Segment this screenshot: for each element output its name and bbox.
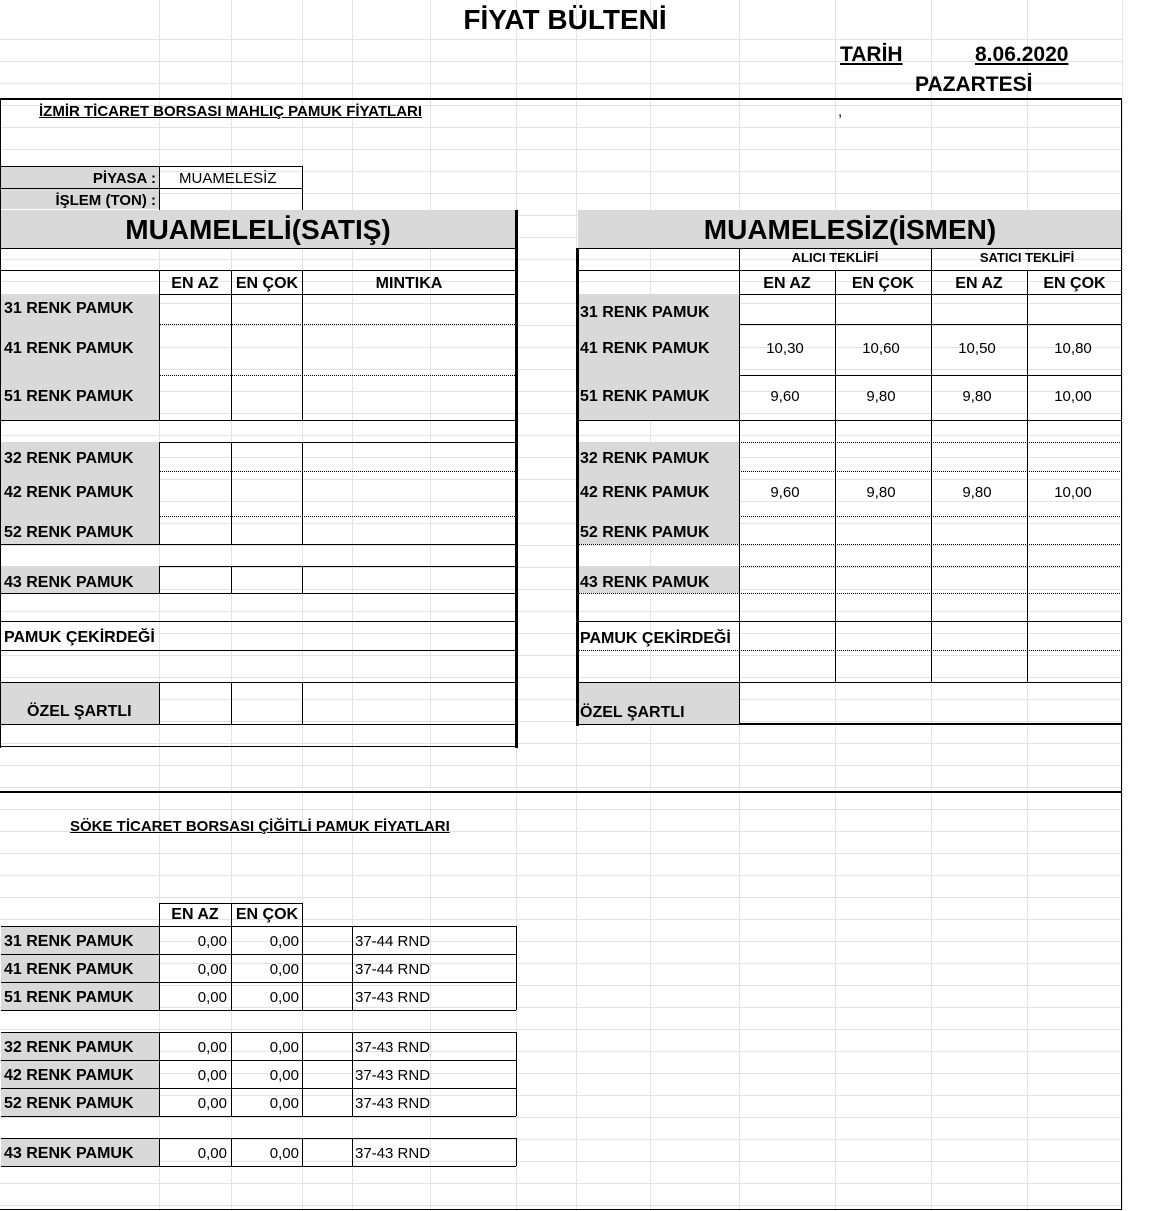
- soke-header-v2: [231, 903, 232, 926]
- soke-col-en-cok: EN ÇOK: [235, 906, 299, 923]
- left-row-border: [1, 746, 515, 747]
- muameleli-row-label: PAMUK ÇEKİRDEĞİ: [4, 629, 155, 646]
- soke-row-label: 32 RENK PAMUK: [4, 1039, 134, 1056]
- satici-col-en-cok: EN ÇOK: [1043, 275, 1106, 292]
- muamelesiz-row-label: ÖZEL ŞARTLI: [580, 704, 685, 721]
- muamelesiz-price-cell: 9,80: [962, 484, 992, 501]
- soke-col-border: [352, 1032, 353, 1116]
- page-title: FİYAT BÜLTENİ: [463, 4, 667, 35]
- muameleli-row-label: ÖZEL ŞARTLI: [27, 703, 132, 720]
- muameleli-title: MUAMELELİ(SATIŞ): [125, 214, 391, 245]
- left-col-border: [159, 442, 160, 544]
- soke-en-az-cell: 0,00: [197, 1145, 227, 1162]
- right-row-border: [578, 270, 1122, 271]
- soke-col-border: [159, 926, 160, 1010]
- muamelesiz-row-label: 42 RENK PAMUK: [580, 484, 710, 501]
- piyasa-border-top: [1, 166, 302, 167]
- soke-en-az-cell: 0,00: [197, 1095, 227, 1112]
- soke-note-cell: 37-43 RND: [355, 1039, 431, 1056]
- page-right-border: [1121, 98, 1122, 1210]
- soke-col-border: [516, 1138, 517, 1166]
- right-row-border: [578, 248, 1122, 249]
- left-col-border: [302, 566, 303, 593]
- right-row-border: [578, 420, 1122, 421]
- soke-header-v1: [159, 903, 160, 926]
- soke-row-border: [1, 1010, 516, 1011]
- soke-note-cell: 37-43 RND: [355, 1095, 431, 1112]
- soke-en-cok-cell: 0,00: [269, 1067, 299, 1084]
- soke-col-border: [231, 1032, 232, 1116]
- left-col-border: [302, 270, 303, 420]
- soke-en-az-cell: 0,00: [197, 989, 227, 1006]
- soke-en-az-cell: 0,00: [197, 1039, 227, 1056]
- alici-col-en-cok: EN ÇOK: [851, 275, 915, 292]
- muamelesiz-price-cell: 9,80: [866, 388, 896, 405]
- muamelesiz-row-label: 52 RENK PAMUK: [580, 524, 710, 541]
- muameleli-row-label: 41 RENK PAMUK: [4, 340, 134, 357]
- left-col-border: [302, 442, 303, 544]
- soke-row-border: [1, 982, 516, 983]
- soke-heading: SÖKE TİCARET BORSASI ÇİĞİTLİ PAMUK FİYATLARI: [70, 818, 450, 835]
- muameleli-row-label: 32 RENK PAMUK: [4, 450, 134, 467]
- left-row-border: [1, 650, 515, 651]
- left-col-border: [159, 566, 160, 593]
- muamelesiz-price-cell: 9,60: [770, 388, 800, 405]
- soke-row-label: 52 RENK PAMUK: [4, 1095, 134, 1112]
- right-col-border: [1027, 270, 1028, 682]
- soke-header-v3: [302, 903, 303, 926]
- header-rule: [0, 98, 1122, 100]
- muameleli-col-en-cok: EN ÇOK: [235, 275, 299, 292]
- left-col-border: [231, 566, 232, 593]
- muameleli-row-label: 52 RENK PAMUK: [4, 524, 134, 541]
- piyasa-border-mid: [1, 188, 302, 189]
- soke-row-border: [1, 954, 516, 955]
- left-row-border: [1, 420, 515, 421]
- soke-en-az-cell: 0,00: [197, 1067, 227, 1084]
- right-row-divider: [578, 650, 1122, 651]
- left-col-border: [159, 682, 160, 724]
- muameleli-row-label: 31 RENK PAMUK: [4, 300, 134, 317]
- muameleli-right-border: [515, 210, 518, 748]
- right-row-border: [578, 621, 1122, 622]
- muamelesiz-row-label: 51 RENK PAMUK: [580, 388, 710, 405]
- soke-col-border: [159, 1138, 160, 1166]
- soke-col-border: [352, 926, 353, 1010]
- muamelesiz-price-cell: 9,60: [770, 484, 800, 501]
- muamelesiz-row-label: 32 RENK PAMUK: [580, 450, 710, 467]
- right-row-divider: [578, 544, 1122, 545]
- soke-col-border: [302, 1138, 303, 1166]
- soke-col-border: [231, 926, 232, 1010]
- soke-en-cok-cell: 0,00: [269, 961, 299, 978]
- soke-row-border: [1, 926, 516, 927]
- left-col-border: [302, 682, 303, 724]
- izmir-heading: İZMİR TİCARET BORSASI MAHLIÇ PAMUK FİYATLARI: [39, 103, 423, 120]
- piyasa-value: MUAMELESİZ: [179, 170, 277, 187]
- soke-row-label: 43 RENK PAMUK: [4, 1145, 134, 1162]
- soke-en-cok-cell: 0,00: [269, 1039, 299, 1056]
- muameleli-row-label: 42 RENK PAMUK: [4, 484, 134, 501]
- soke-row-border: [1, 1060, 516, 1061]
- satici-teklifi-header: SATICI TEKLİFİ: [979, 250, 1075, 265]
- muamelesiz-price-cell: 10,30: [766, 340, 804, 357]
- soke-en-cok-cell: 0,00: [269, 1095, 299, 1112]
- muameleli-col-mintika: MINTIKA: [375, 275, 443, 292]
- comma-mark: ,: [838, 103, 843, 120]
- soke-note-cell: 37-43 RND: [355, 1145, 431, 1162]
- left-row-border: [1, 593, 515, 594]
- left-row-border: [1, 270, 515, 271]
- muamelesiz-price-cell: 10,60: [862, 340, 900, 357]
- soke-row-border: [1, 1032, 516, 1033]
- soke-note-cell: 37-43 RND: [355, 1067, 431, 1084]
- alici-col-en-az: EN AZ: [763, 275, 811, 292]
- piyasa-border-v1: [159, 166, 160, 210]
- date-label: TARİH: [840, 43, 903, 66]
- page-left-border: [0, 98, 1, 748]
- muameleli-col-en-az: EN AZ: [171, 275, 219, 292]
- soke-col-border: [231, 1138, 232, 1166]
- soke-row-label: 42 RENK PAMUK: [4, 1067, 134, 1084]
- soke-en-az-cell: 0,00: [197, 961, 227, 978]
- left-row-border: [1, 724, 515, 725]
- soke-bottom-rule: [0, 1209, 1122, 1210]
- soke-col-border: [302, 926, 303, 1010]
- right-col-border: [931, 248, 932, 682]
- muamelesiz-row-label: PAMUK ÇEKİRDEĞİ: [580, 630, 731, 647]
- left-row-border: [1, 248, 515, 249]
- left-row-border: [1, 621, 515, 622]
- alici-teklifi-header: ALICI TEKLİFİ: [791, 250, 879, 265]
- soke-row-label: 41 RENK PAMUK: [4, 961, 134, 978]
- right-col-border: [835, 270, 836, 682]
- soke-row-border: [1, 1138, 516, 1139]
- soke-note-cell: 37-43 RND: [355, 989, 431, 1006]
- soke-col-en-az: EN AZ: [171, 906, 219, 923]
- muamelesiz-row-label: 31 RENK PAMUK: [580, 304, 710, 321]
- soke-note-cell: 37-44 RND: [355, 961, 431, 978]
- soke-col-border: [352, 1138, 353, 1166]
- soke-row-border: [1, 1116, 516, 1117]
- soke-col-border: [516, 1032, 517, 1116]
- soke-en-cok-cell: 0,00: [269, 933, 299, 950]
- muamelesiz-price-cell: 10,00: [1054, 388, 1092, 405]
- soke-row-border: [1, 1166, 516, 1167]
- muameleli-row-label: 43 RENK PAMUK: [4, 574, 134, 591]
- muameleli-row-label: 51 RENK PAMUK: [4, 388, 134, 405]
- muamelesiz-price-cell: 10,00: [1054, 484, 1092, 501]
- soke-en-cok-cell: 0,00: [269, 1145, 299, 1162]
- soke-col-border: [159, 1032, 160, 1116]
- satici-col-en-az: EN AZ: [955, 275, 1003, 292]
- muamelesiz-price-cell: 10,80: [1054, 340, 1092, 357]
- muamelesiz-row-label: 43 RENK PAMUK: [580, 574, 710, 591]
- piyasa-label: PİYASA :: [92, 170, 156, 187]
- soke-row-border: [1, 1088, 516, 1089]
- right-row-divider: [578, 593, 1122, 594]
- soke-col-border: [516, 926, 517, 1010]
- muamelesiz-price-cell: 9,80: [962, 388, 992, 405]
- soke-row-label: 51 RENK PAMUK: [4, 989, 134, 1006]
- day-name: PAZARTESİ: [915, 73, 1033, 96]
- left-col-border: [231, 270, 232, 420]
- left-col-border: [159, 270, 160, 420]
- soke-note-cell: 37-44 RND: [355, 933, 431, 950]
- left-row-border: [1, 544, 515, 545]
- islem-label: İŞLEM (TON) :: [55, 192, 156, 209]
- piyasa-border-v2: [302, 166, 303, 210]
- muamelesiz-title: MUAMELESİZ(İSMEN): [703, 214, 997, 245]
- soke-en-cok-cell: 0,00: [269, 989, 299, 1006]
- muamelesiz-price-cell: 10,50: [958, 340, 996, 357]
- left-col-border: [231, 442, 232, 544]
- soke-en-az-cell: 0,00: [197, 933, 227, 950]
- soke-top-rule: [0, 791, 1122, 793]
- left-col-border: [231, 682, 232, 724]
- soke-row-label: 31 RENK PAMUK: [4, 933, 134, 950]
- date-value: 8.06.2020: [975, 43, 1069, 66]
- muamelesiz-price-cell: 9,80: [866, 484, 896, 501]
- muamelesiz-row-label: 41 RENK PAMUK: [580, 340, 710, 357]
- soke-col-border: [302, 1032, 303, 1116]
